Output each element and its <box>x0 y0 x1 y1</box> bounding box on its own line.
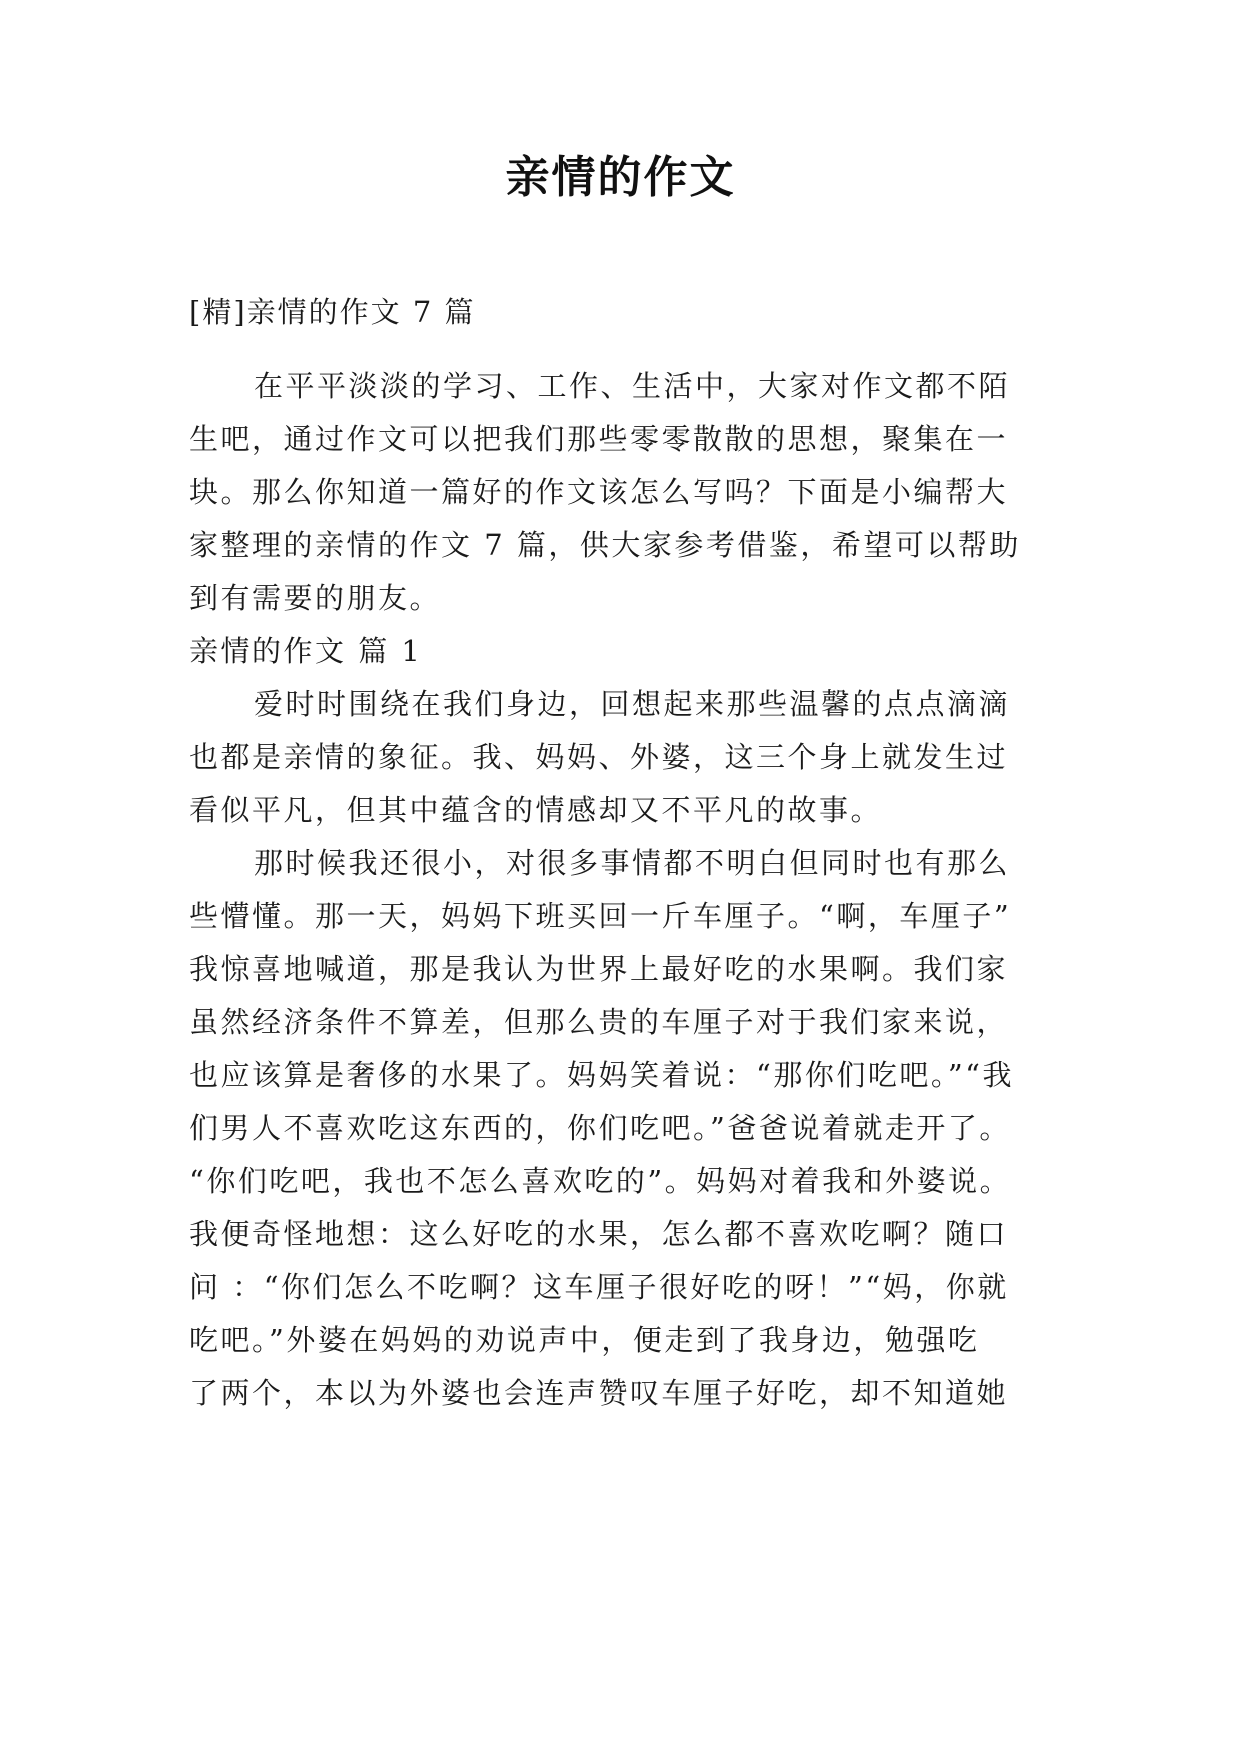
intro-line-5: 到有需要的朋友。 <box>189 581 442 615</box>
body-line-13: 吃吧。”外婆在妈妈的劝说声中，便走到了我身边，勉强吃 <box>189 1323 980 1357</box>
body-line-5: 些懵懂。那一天，妈妈下班买回一斤车厘子。“啊，车厘子” <box>189 899 1012 933</box>
section-heading: 亲情的作文 篇 1 <box>189 634 423 668</box>
intro-line-1: 在平平淡淡的学习、工作、生活中，大家对作文都不陌 <box>254 369 1011 403</box>
body-line-10: “你们吃吧，我也不怎么喜欢吃的”。妈妈对着我和外婆说。 <box>189 1164 1012 1198</box>
intro-line-4: 家整理的亲情的作文 7 篇，供大家参考借鉴，希望可以帮助 <box>189 528 1021 562</box>
body-line-9: 们男人不喜欢吃这东西的，你们吃吧。”爸爸说着就走开了。 <box>189 1111 1011 1145</box>
body-line-6: 我惊喜地喊道，那是我认为世界上最好吃的水果啊。我们家 <box>189 952 1009 986</box>
body-line-2: 也都是亲情的象征。我、妈妈、外婆，这三个身上就发生过 <box>189 740 1009 774</box>
body-line-8: 也应该算是奢侈的水果了。妈妈笑着说：“那你们吃吧。”“我 <box>189 1058 1014 1092</box>
body-line-14: 了两个，本以为外婆也会连声赞叹车厘子好吃，却不知道她 <box>189 1376 1009 1410</box>
document-subtitle: [精]亲情的作文 7 篇 <box>189 295 476 329</box>
document-title: 亲情的作文 <box>505 152 736 203</box>
body-line-1: 爱时时围绕在我们身边，回想起来那些温馨的点点滴滴 <box>254 687 1011 721</box>
body-line-12: 问 ：“你们怎么不吃啊？这车厘子很好吃的呀！”“妈，你就 <box>189 1270 1009 1304</box>
intro-line-2: 生吧，通过作文可以把我们那些零零散散的思想，聚集在一 <box>189 422 1009 456</box>
body-line-7: 虽然经济条件不算差，但那么贵的车厘子对于我们家来说， <box>189 1005 1009 1039</box>
intro-line-3: 块。那么你知道一篇好的作文该怎么写吗？下面是小编帮大 <box>189 475 1009 509</box>
body-line-4: 那时候我还很小，对很多事情都不明白但同时也有那么 <box>254 846 1011 880</box>
body-line-3: 看似平凡，但其中蕴含的情感却又不平凡的故事。 <box>189 793 883 827</box>
body-line-11: 我便奇怪地想：这么好吃的水果，怎么都不喜欢吃啊？随口 <box>189 1217 1009 1251</box>
